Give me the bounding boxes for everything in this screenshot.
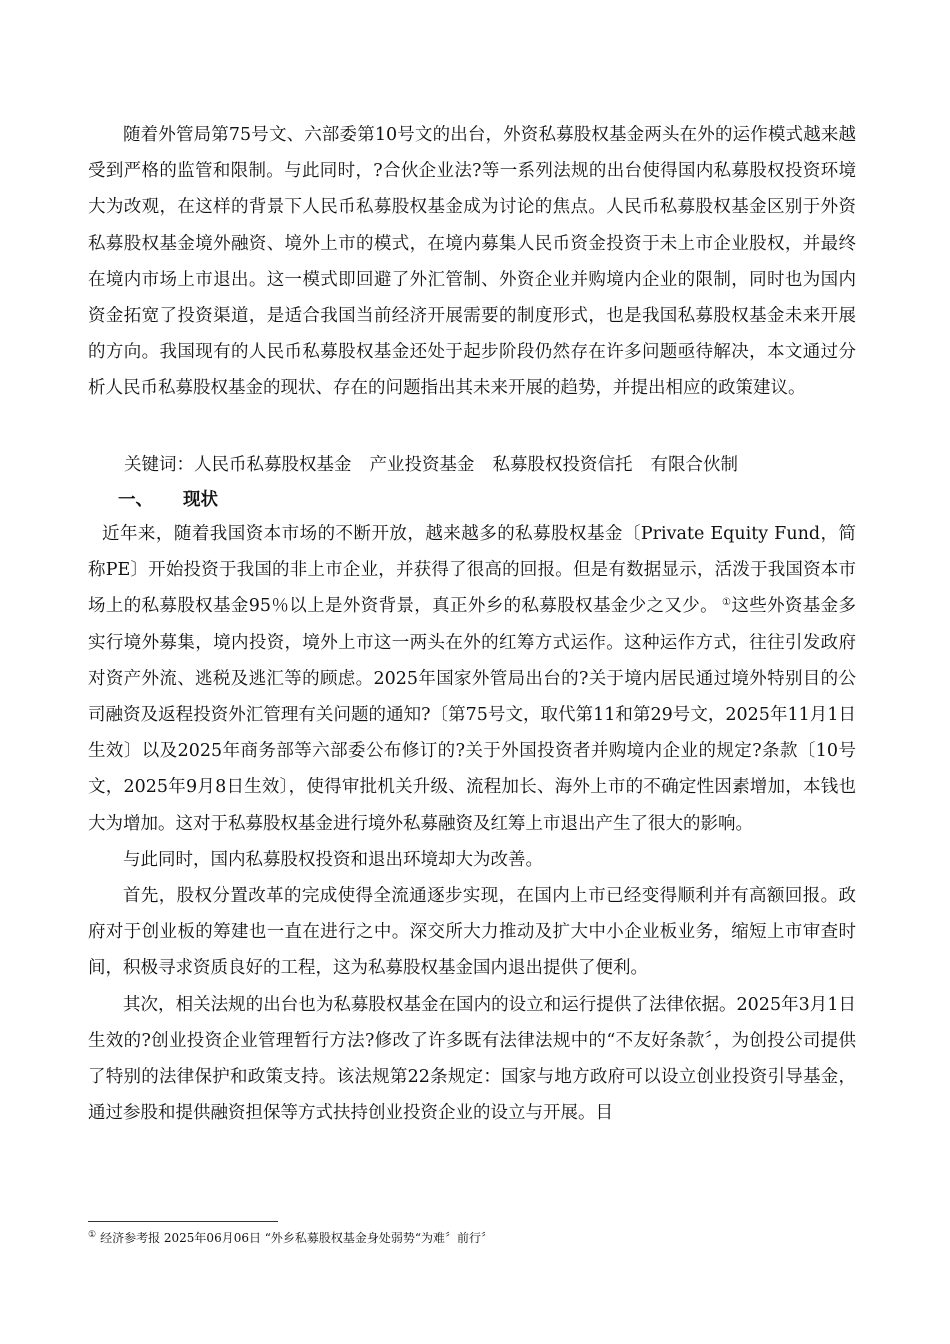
abstract-section — [88, 117, 856, 407]
abstract-paragraph: 随着外管局第75号文、六部委第10号文的出台，外资私募股权基金两头在外的运作模式越来越受到严格的监管和限制。与此同时，?合伙企业法?等一系列法规的出台使得国内私募股权投资环境大为改观，在这样的背景下人民币私募股权基金成为讨论的焦点。人民币私募股权基金区别于外资私募股权基金境外融资、境外上市的模式，在境内募集人民币资金投资于未上市企业股权，并最终在境内市场上市退出。这一模式即回避了外汇管制、外资企业并购境内企业的限制，同时也为国内资金拓宽了投资渠道，是适合我国当前经济开展需要的制度形式，也是我国私募股权基金未来开展的方向。我国现有的人民币私募股权基金还处于起步阶段仍然存在许多问题亟待解决，本文通过分析人民币私募股权基金的现状、存在的问题指出其未来开展的趋势，并提出相应的政策建议。 — [88, 125, 856, 399]
keyword-item: 产业投资基金 — [369, 455, 475, 475]
footnote-reference[interactable]: ① — [722, 596, 732, 608]
body-paragraph-2: 与此同时，国内私募股权投资和退出环境却大为改善。 — [123, 849, 543, 870]
keyword-item: 有限合伙制 — [650, 455, 738, 475]
section-heading — [118, 484, 218, 516]
body-paragraph-4: 其次，相关法规的出台也为私募股权基金在国内的设立和运行提供了法律依据。2025年3月1日生效的?创业投资企业管理暂行方法?修改了许多既有法律法规中的“不友好条款〞，为创投公司提供了特别的法律保护和政策支持。该法规第22条规定：国家与地方政府可以设立创业投资引导基金，通过参股和提供融资担保等方式扶持创业投资企业的设立与开展。目 — [88, 994, 856, 1124]
footnote-text: 经济参考报 2025年06月06日 “外乡私募股权基金身处弱势“为难〞前行〞 — [100, 1231, 494, 1245]
keyword-item: 人民币私募股权基金 — [194, 455, 352, 475]
section-title: 现状 — [183, 490, 218, 510]
body-paragraph-3: 首先，股权分置改革的完成使得全流通逐步实现，在国内上市已经变得顺利并有高额回报。政府对于创业板的筹建也一直在进行之中。深交所大力推动及扩大中小企业板业务，缩短上市审查时间，积极寻求资质良好的工程，这为私募股权基金国内退出提供了便利。 — [88, 886, 856, 979]
footnote — [88, 1226, 493, 1247]
keywords-label: 关键词： — [124, 455, 194, 475]
paragraph-text: 这些外资基金多实行境外募集，境内投资，境外上市这一两头在外的红筹方式运作。这种运作方式，往往引发政府对资产外流、逃税及逃汇等的顾虑。2025年国家外管局出台的?关于境内居民通过境外特别目的公司融资及返程投资外汇管理有关问题的通知?〔第75号文，取代第11和第29号文，2025年11月1日生效〕以及2025年商务部等六部委公布修订的?关于外国投资者并购境内企业的规定?条款〔10号文，2025年9月8日生效〕，使得审批机关升级、流程加长、海外上市的不确定性因素增加，本钱也大为增加。这对于私募股权基金进行境外私募融资及红筹上市退出产生了很大的影响。 — [88, 596, 857, 834]
body-paragraph-1 — [88, 516, 856, 842]
body-section — [88, 516, 856, 1131]
footnote-mark: ① — [88, 1230, 97, 1240]
section-number: 一、 — [118, 490, 153, 510]
footnote-divider — [88, 1221, 278, 1222]
keyword-item: 私募股权投资信托 — [492, 455, 633, 475]
paragraph-text: 近年来，随着我国资本市场的不断开放，越来越多的私募股权基金〔Private Equity Fund，简称PE〕开始投资于我国的非上市企业，并获得了很高的回报。但是有数据显示，活泼于我国资本市场上的私募股权基金95％以上是外资背景，真正外乡的私募股权基金少之又少。 — [88, 524, 856, 617]
keywords-line — [88, 448, 756, 482]
